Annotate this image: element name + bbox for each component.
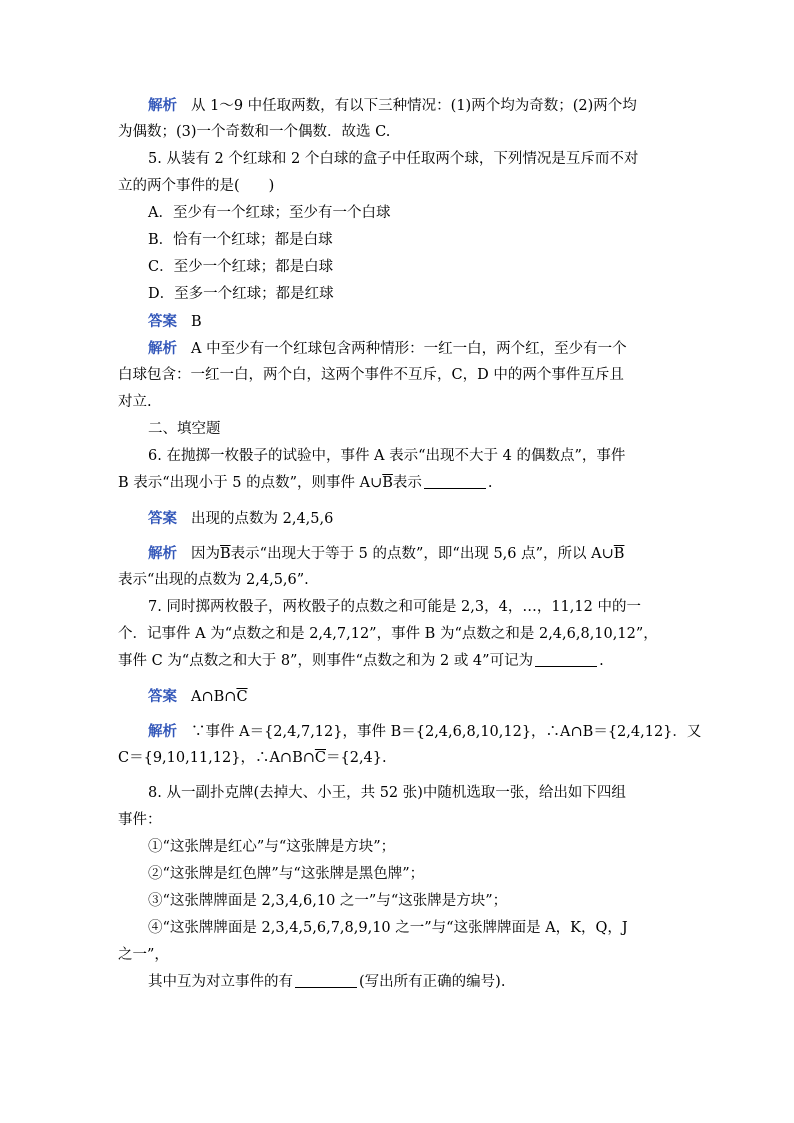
q5-option-b: B．恰有一个红球；都是白球 — [148, 232, 333, 248]
analysis-label: 解析 — [148, 97, 177, 114]
q8-item-4: ④“这张牌牌面是 2,3,4,5,6,7,8,9,10 之一”与“这张牌牌面是 A，K，Q，J — [148, 920, 628, 936]
q4-analysis-line-2: 为偶数；(3)一个奇数和一个偶数．故选 C. — [118, 124, 391, 140]
q6-analysis-line-1: 解析 因为$\overline{B}$表示“出现大于等于 5 的点数”，即“出现 5,6 点”，所以 $A\cup\overline{B}$ — [148, 545, 625, 562]
q7-answer: 答案 $A\cap B\cap\overline{C}$ — [148, 688, 248, 705]
answer-label: 答案 — [148, 688, 177, 705]
answer-label: 答案 — [148, 510, 177, 527]
analysis-label: 解析 — [148, 340, 177, 357]
q5-option-d: D．至多一个红球；都是红球 — [148, 286, 334, 302]
q5-stem-line-1: 5. 从装有 2 个红球和 2 个白球的盒子中任取两个球，下列情况是互斥而不对 — [148, 151, 639, 167]
q7-stem-line-2: 个．记事件 A 为“点数之和是 2,4,7,12”，事件 B 为“点数之和是 2,4,6,8,10,12”， — [118, 626, 658, 642]
q7-analysis-line-2: C＝{9,10,11,12}，$\therefore A\cap B\cap\overline{C}=\{2,4\}$. — [118, 750, 387, 766]
answer-label: 答案 — [148, 313, 177, 330]
q5-analysis-line-2: 白球包含：一红一白，两个白，这两个事件不互斥，C，D 中的两个事件互斥且 — [118, 367, 624, 383]
q8-item-1: ①“这张牌是红心”与“这张牌是方块”； — [148, 839, 396, 855]
q6-stem-line-2: B 表示“出现小于 5 的点数”，则事件 $A\cup\overline{B}$表示 . — [118, 475, 493, 491]
answer-blank[interactable] — [535, 652, 597, 667]
q7-analysis-line-1: 解析 ∵事件 A＝{2,4,7,12}，事件 B＝{2,4,6,8,10,12}，∴A∩B＝{2,4,12}．又 — [148, 723, 702, 740]
q8-item-3: ③“这张牌牌面是 2,3,4,6,10 之一”与“这张牌是方块”； — [148, 893, 508, 909]
q5-analysis-line-1: 解析 A 中至少有一个红球包含两种情形：一红一白，两个红，至少有一个 — [148, 340, 627, 357]
q5-option-a: A．至少有一个红球；至少有一个白球 — [148, 205, 391, 221]
answer-blank[interactable] — [424, 474, 486, 489]
q8-tail: 其中互为对立事件的有 (写出所有正确的编号). — [148, 974, 506, 990]
q5-answer: 答案 B — [148, 313, 202, 330]
answer-blank[interactable] — [295, 973, 357, 988]
q5-stem-line-2: 立的两个事件的是( ) — [118, 178, 275, 194]
q6-analysis-line-2: 表示“出现的点数为 2,4,5,6”. — [118, 572, 309, 588]
document-page — [118, 92, 702, 996]
q7-stem-line-1: 7. 同时掷两枚骰子，两枚骰子的点数之和可能是 2,3，4，…，11,12 中的一 — [148, 599, 641, 615]
q8-item-4-cont: 之一”， — [118, 947, 169, 963]
q8-item-2: ②“这张牌是红色牌”与“这张牌是黑色牌”； — [148, 866, 425, 882]
q8-stem-line-1: 8. 从一副扑克牌(去掉大、小王，共 52 张)中随机选取一张，给出如下四组 — [148, 785, 626, 801]
q4-analysis-line-1: 解析 从 1～9 中任取两数，有以下三种情况：(1)两个均为奇数；(2)两个均 — [148, 97, 637, 114]
q5-option-c: C．至少一个红球；都是白球 — [148, 259, 334, 275]
analysis-label: 解析 — [148, 545, 177, 562]
q5-analysis-line-3: 对立. — [118, 394, 152, 410]
section-title: 二、填空题 — [148, 421, 221, 437]
q7-stem-line-3: 事件 C 为“点数之和大于 8”，则事件“点数之和为 2 或 4”可记为 . — [118, 653, 604, 669]
q6-answer: 答案 出现的点数为 2,4,5,6 — [148, 510, 334, 527]
q8-stem-line-2: 事件： — [118, 812, 162, 828]
q6-stem-line-1: 6. 在抛掷一枚骰子的试验中，事件 A 表示“出现不大于 4 的偶数点”，事件 — [148, 448, 626, 464]
analysis-label: 解析 — [148, 723, 177, 740]
